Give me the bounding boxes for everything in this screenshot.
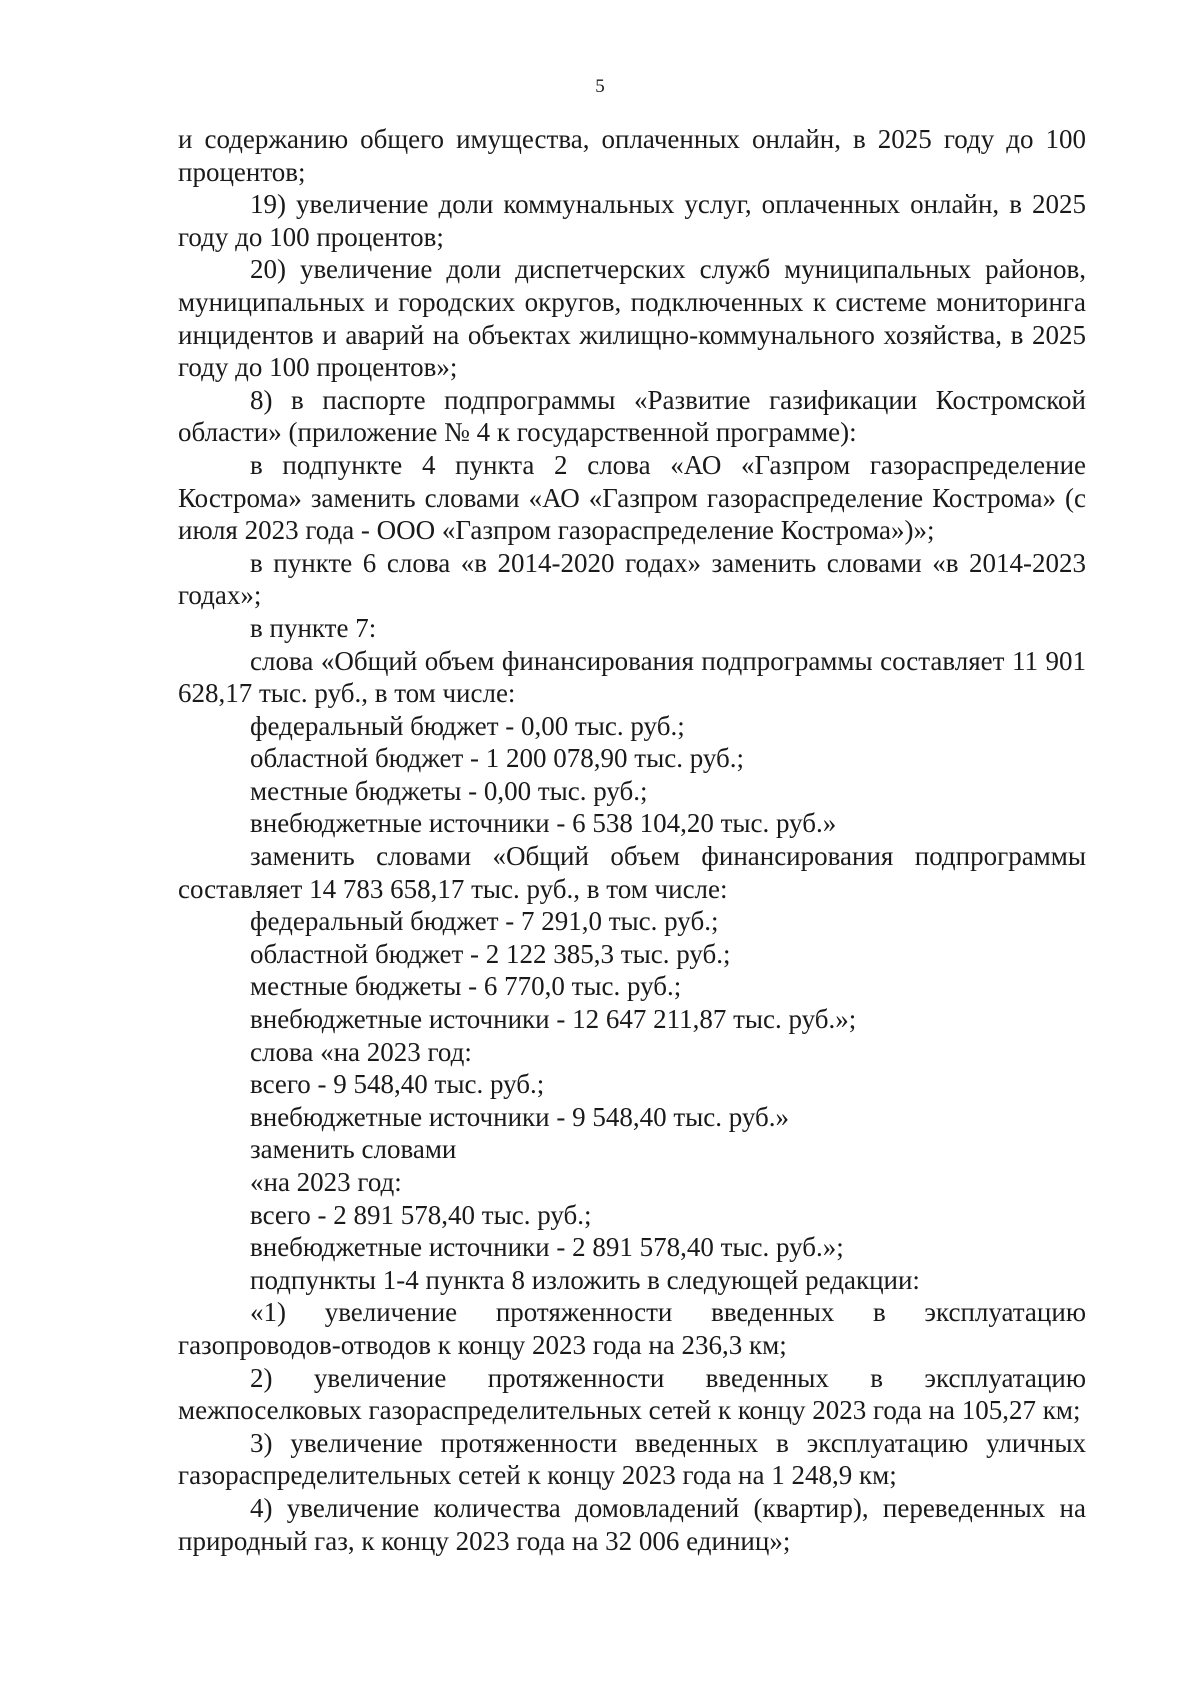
- paragraph: всего - 9 548,40 тыс. руб.;: [250, 1069, 545, 1100]
- paragraph: 4) увеличение количества домовладений (квартир), переведенных на природный газ, к концу 2023 года на 32 006 единиц»;: [178, 1492, 1086, 1556]
- paragraph: 3) увеличение протяженности введенных в эксплуатацию уличных газораспределительных сетей к концу 2023 года на 1 248,9 км;: [178, 1427, 1086, 1491]
- paragraph: в пункте 7:: [250, 612, 377, 643]
- paragraph: всего - 2 891 578,40 тыс. руб.;: [250, 1199, 592, 1230]
- paragraph: внебюджетные источники - 9 548,40 тыс. руб.»: [250, 1101, 790, 1132]
- paragraph: 8) в паспорте подпрограммы «Развитие газификации Костромской области» (приложение № 4 к государственной программе):: [178, 384, 1086, 448]
- paragraph: в пункте 6 слова «в 2014-2020 годах» заменить словами «в 2014-2023 годах»;: [178, 547, 1086, 611]
- paragraph: внебюджетные источники - 2 891 578,40 тыс. руб.»;: [250, 1232, 844, 1263]
- paragraph: заменить словами «Общий объем финансирования подпрограммы составляет 14 783 658,17 тыс. руб., в том числе:: [178, 841, 1086, 904]
- paragraph: 19) увеличение доли коммунальных услуг, оплаченных онлайн, в 2025 году до 100 процентов;: [178, 189, 1086, 252]
- paragraph: слова «Общий объем финансирования подпрограммы составляет 11 901 628,17 тыс. руб., в том числе:: [178, 645, 1086, 709]
- paragraph: внебюджетные источники - 6 538 104,20 тыс. руб.»: [250, 808, 837, 839]
- paragraph: федеральный бюджет - 7 291,0 тыс. руб.;: [250, 906, 719, 937]
- paragraph: областной бюджет - 2 122 385,3 тыс. руб.;: [250, 938, 731, 969]
- paragraph: «1) увеличение протяженности введенных в эксплуатацию газопроводов-отводов к концу 2023 года на 236,3 км;: [178, 1297, 1086, 1360]
- paragraph: местные бюджеты - 0,00 тыс. руб.;: [250, 775, 648, 806]
- paragraph: федеральный бюджет - 0,00 тыс. руб.;: [250, 710, 685, 741]
- paragraph: местные бюджеты - 6 770,0 тыс. руб.;: [250, 971, 682, 1002]
- paragraph: 20) увеличение доли диспетчерских служб муниципальных районов, муниципальных и городских округов, подключенных к системе мониторинга инцидентов и аварий на объектах жилищно-коммунального хозяйства, в 2025 году до 100 процентов»;: [178, 254, 1086, 383]
- paragraph: 2) увеличение протяженности введенных в эксплуатацию межпоселковых газораспределительных сетей к концу 2023 года на 105,27 км;: [178, 1362, 1086, 1426]
- paragraph: подпункты 1-4 пункта 8 изложить в следующей редакции:: [250, 1264, 920, 1295]
- document-body: [178, 123, 1086, 1557]
- paragraph: в подпункте 4 пункта 2 слова «АО «Газпром газораспределение Кострома» заменить словами «АО «Газпром газораспределение Кострома» (с июля 2023 года - ООО «Газпром газораспределение Кострома»)»;: [178, 449, 1086, 546]
- paragraph: слова «на 2023 год:: [250, 1036, 472, 1067]
- paragraph: «на 2023 год:: [250, 1167, 402, 1197]
- paragraph: заменить словами: [250, 1134, 457, 1165]
- paragraph: и содержанию общего имущества, оплаченных онлайн, в 2025 году до 100 процентов;: [178, 124, 1086, 187]
- paragraph: внебюджетные источники - 12 647 211,87 тыс. руб.»;: [250, 1004, 857, 1035]
- page-number: 5: [595, 76, 605, 97]
- paragraph: областной бюджет - 1 200 078,90 тыс. руб.;: [250, 743, 745, 774]
